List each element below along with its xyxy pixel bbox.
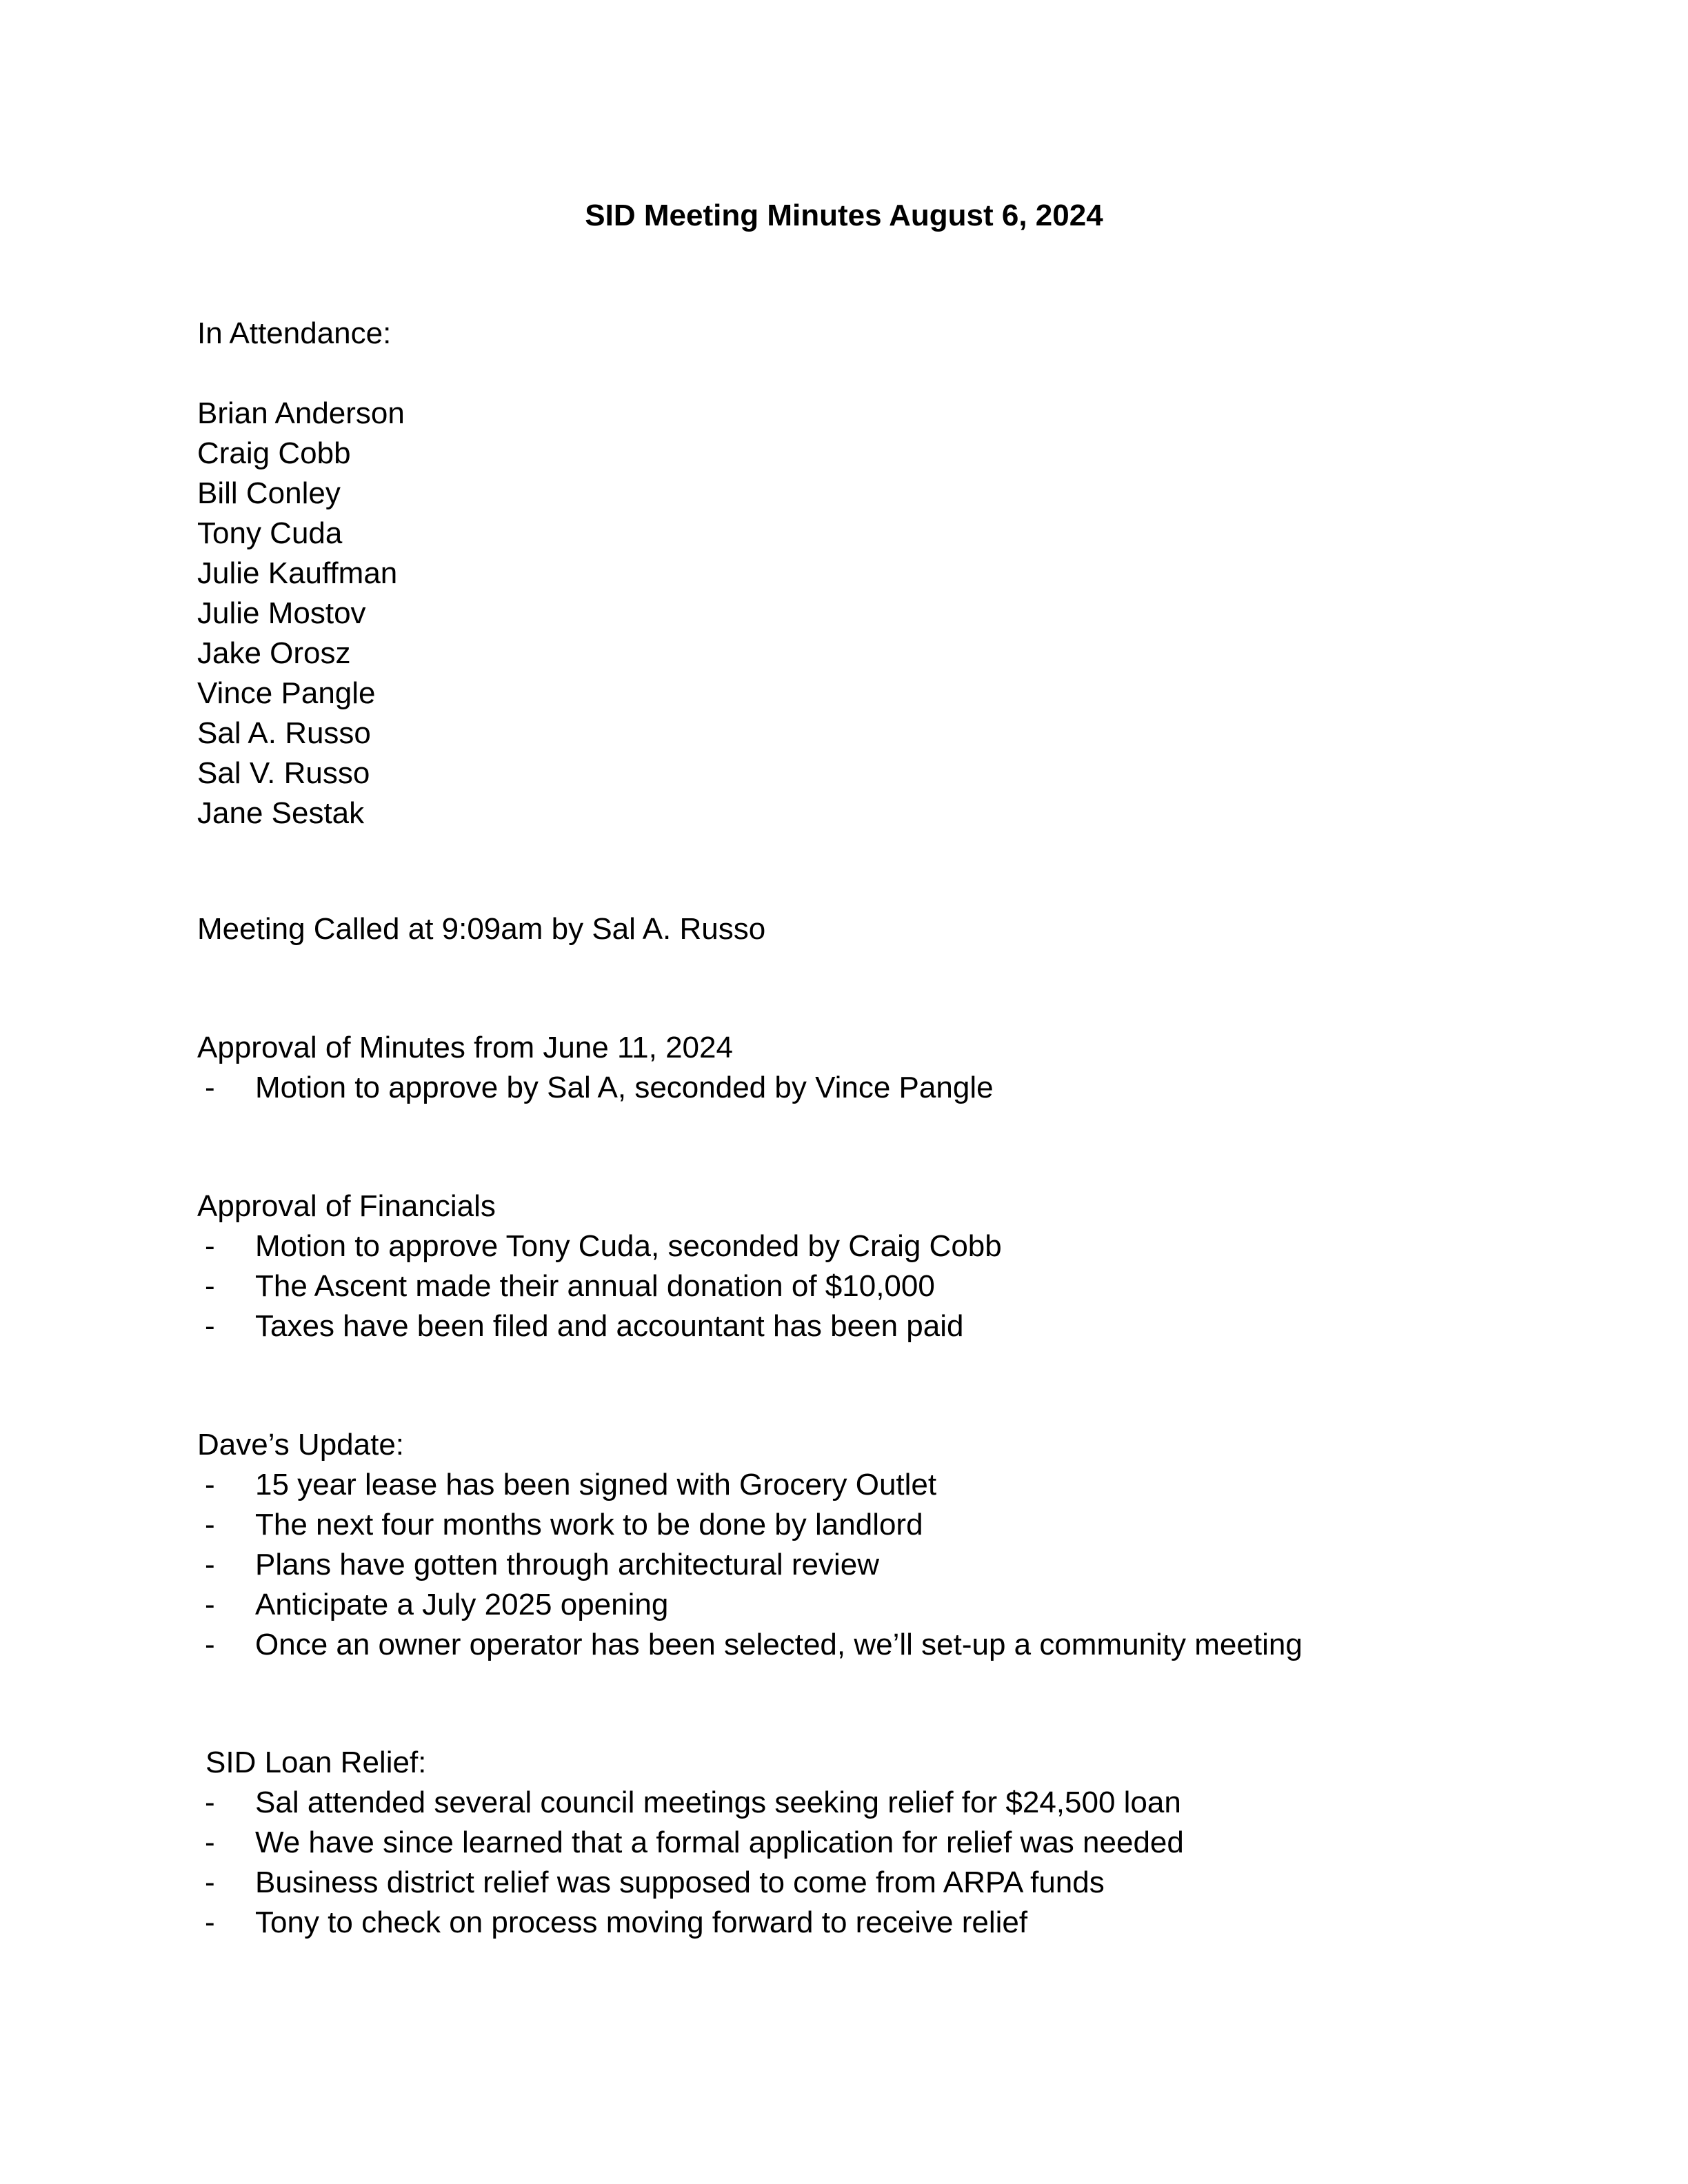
list-item xyxy=(197,1863,1105,1903)
bullet-marker: - xyxy=(205,1866,215,1899)
section-sid-loan-relief xyxy=(197,1743,1184,1943)
list-item-text: Motion to approve by Sal A, seconded by Vince Pangle xyxy=(255,1071,994,1104)
bullet-marker: - xyxy=(205,1826,215,1859)
list-item xyxy=(197,1903,1028,1943)
list-item xyxy=(197,1625,1303,1665)
list-item-text: The Ascent made their annual donation of $10,000 xyxy=(255,1269,935,1303)
list-item-text: Taxes have been filed and accountant has been paid xyxy=(255,1309,964,1343)
bullet-marker: - xyxy=(205,1786,215,1819)
list-item-text: 15 year lease has been signed with Grocery Outlet xyxy=(255,1468,937,1502)
list-item-text: Tony to check on process moving forward to receive relief xyxy=(255,1905,1028,1939)
attendee-name: Jake Orosz xyxy=(197,636,351,670)
attendee-name: Julie Mostov xyxy=(197,596,366,630)
section-financials xyxy=(197,1186,1002,1346)
list-item xyxy=(197,1585,669,1625)
list-item-text: We have since learned that a formal application for relief was needed xyxy=(255,1826,1184,1859)
bullet-marker: - xyxy=(205,1628,215,1661)
bullet-marker: - xyxy=(205,1508,215,1541)
attendee-name: Julie Kauffman xyxy=(197,556,398,590)
attendee-name: Brian Anderson xyxy=(197,396,405,430)
list-item xyxy=(197,1783,1181,1823)
bullet-marker: - xyxy=(205,1468,215,1502)
attendee-name: Sal A. Russo xyxy=(197,716,371,750)
list-item-text: The next four months work to be done by landlord xyxy=(255,1508,923,1541)
list-item xyxy=(197,1545,879,1585)
list-item xyxy=(197,1266,935,1306)
attendee-name: Jane Sestak xyxy=(197,796,365,830)
meeting-called-line: Meeting Called at 9:09am by Sal A. Russo xyxy=(197,912,766,946)
attendee-name: Sal V. Russo xyxy=(197,756,370,790)
section-daves-update xyxy=(197,1425,1303,1665)
bullet-marker: - xyxy=(205,1229,215,1263)
section-heading: Approval of Minutes from June 11, 2024 xyxy=(197,1031,733,1064)
list-item xyxy=(197,1823,1184,1863)
attendee-name: Bill Conley xyxy=(197,476,341,510)
section-heading: Approval of Financials xyxy=(197,1189,496,1223)
list-item xyxy=(197,1505,923,1545)
list-item-text: Once an owner operator has been selected, we’ll set-up a community meeting xyxy=(255,1628,1303,1661)
attendee-name: Tony Cuda xyxy=(197,516,343,550)
bullet-marker: - xyxy=(205,1269,215,1303)
bullet-marker: - xyxy=(205,1309,215,1343)
list-item xyxy=(197,1465,937,1505)
section-heading: Dave’s Update: xyxy=(197,1428,405,1462)
bullet-marker: - xyxy=(205,1548,215,1581)
list-item-text: Plans have gotten through architectural review xyxy=(255,1548,879,1581)
list-item-text: Anticipate a July 2025 opening xyxy=(255,1588,669,1621)
attendance-label: In Attendance: xyxy=(197,316,392,350)
bullet-marker: - xyxy=(205,1071,215,1104)
attendee-name: Craig Cobb xyxy=(197,436,351,470)
list-item-text: Motion to approve Tony Cuda, seconded by Craig Cobb xyxy=(255,1229,1002,1263)
section-heading: SID Loan Relief: xyxy=(205,1746,427,1779)
document-title: SID Meeting Minutes August 6, 2024 xyxy=(585,199,1103,232)
list-item xyxy=(197,1068,994,1108)
bullet-marker: - xyxy=(205,1588,215,1621)
list-item xyxy=(197,1226,1002,1266)
bullet-marker: - xyxy=(205,1905,215,1939)
list-item xyxy=(197,1306,964,1346)
attendance-list xyxy=(197,394,405,833)
list-item-text: Sal attended several council meetings seeking relief for $24,500 loan xyxy=(255,1786,1181,1819)
section-minutes-approval xyxy=(197,1028,994,1108)
attendee-name: Vince Pangle xyxy=(197,676,376,710)
list-item-text: Business district relief was supposed to come from ARPA funds xyxy=(255,1866,1105,1899)
